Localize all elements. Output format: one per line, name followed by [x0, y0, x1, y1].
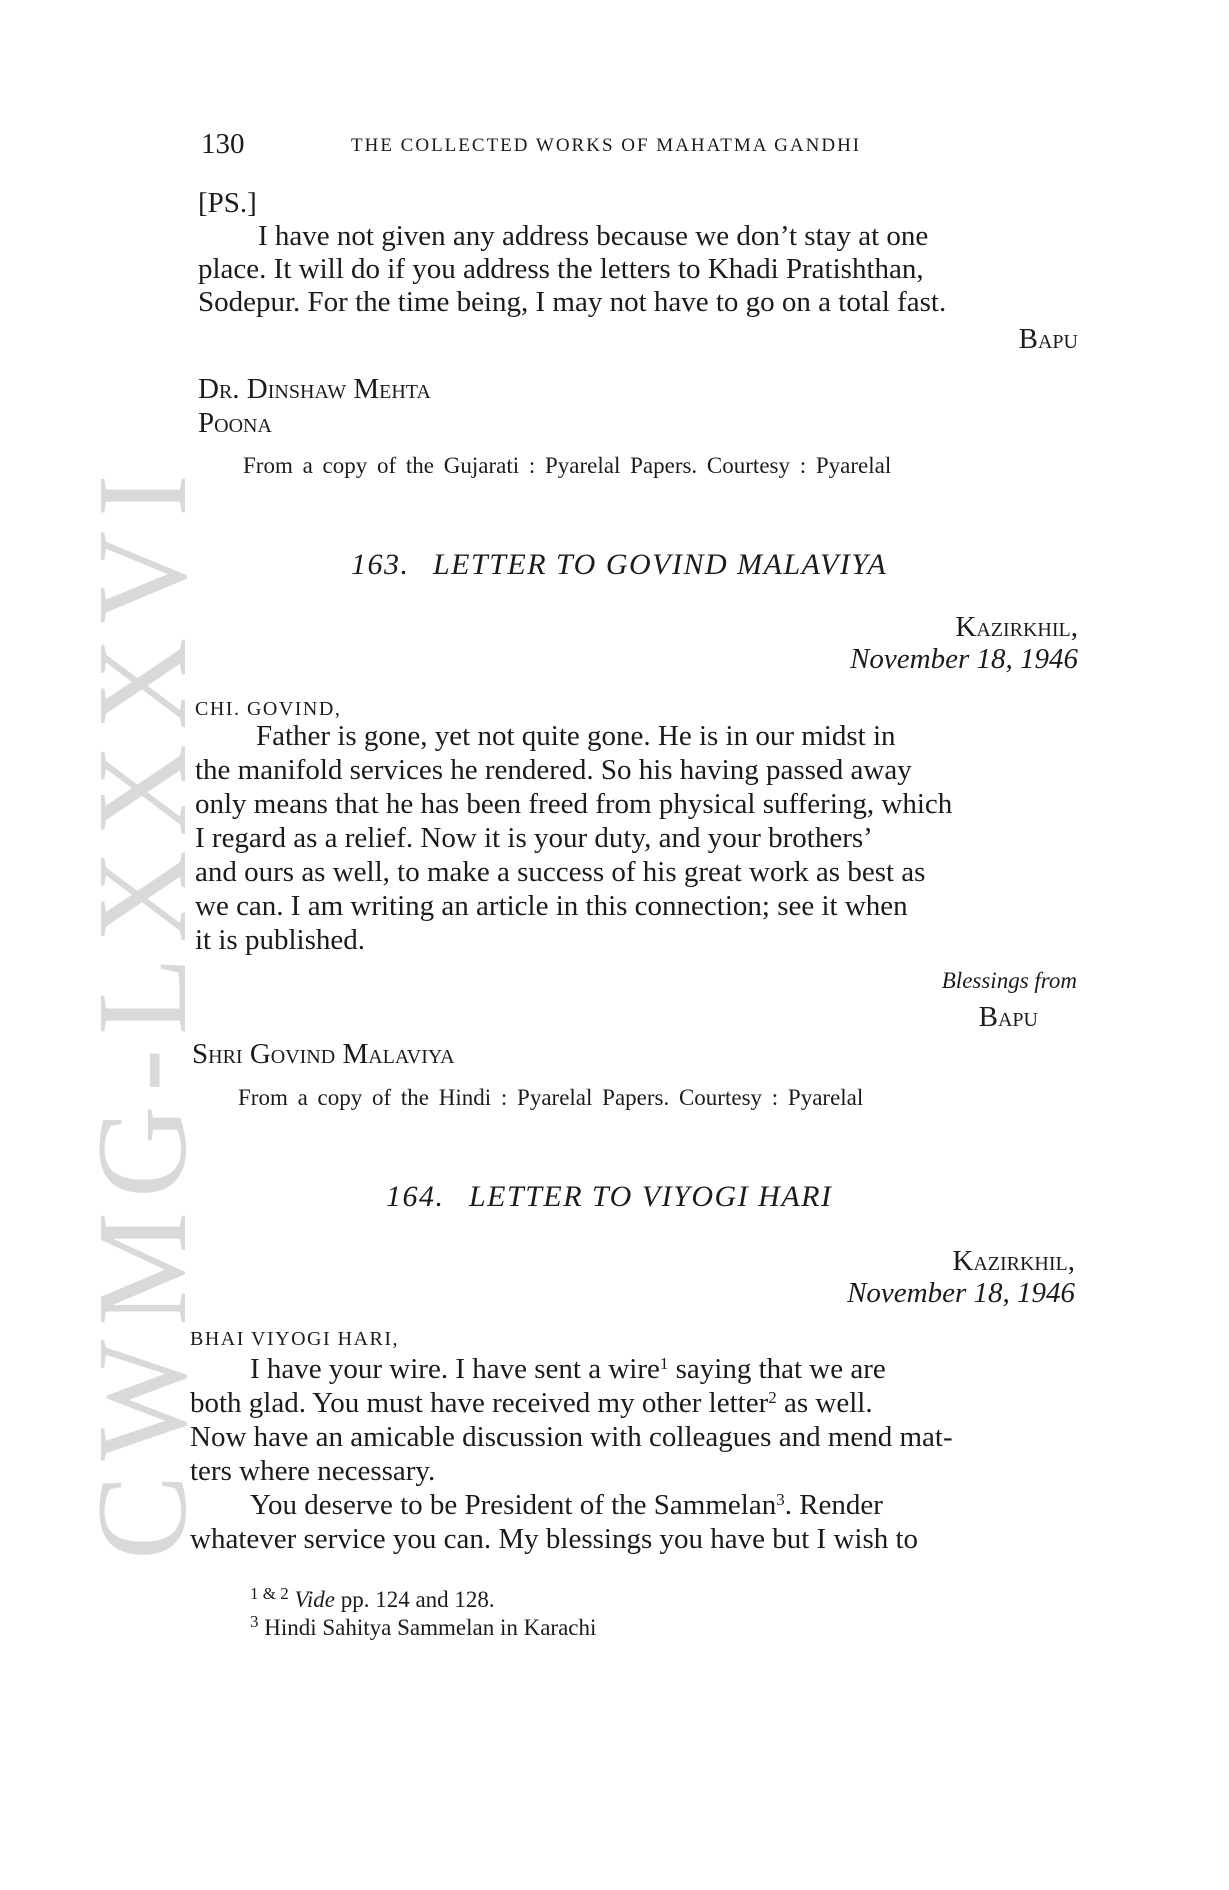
signature: Bapu [978, 1001, 1038, 1033]
letter-place: Kazirkhil, [955, 611, 1078, 643]
footnote-ref: 1 [659, 1354, 669, 1373]
letter-date: November 18, 1946 [850, 643, 1078, 675]
ps-text-line [258, 219, 1078, 253]
ps-text: Sodepur. For the time being, I may not have to go on a total fast. [198, 286, 947, 318]
body-text-part: . Render [784, 1489, 883, 1521]
letter-number: 163. [351, 548, 410, 581]
signature: Bapu [1018, 323, 1078, 355]
body-text: I regard as a relief. Now it is your duty, and your brothers’ [195, 822, 873, 854]
footnote-body: Hindi Sahitya Sammelan in Karachi [258, 1615, 597, 1640]
body-text [250, 1488, 883, 1522]
body-text: whatever service you can. My blessings you have but I wish to [190, 1523, 919, 1555]
footnote-vide: Vide [294, 1587, 335, 1612]
salutation: CHI. GOVIND, [195, 698, 342, 720]
letter-date: November 18, 1946 [847, 1277, 1075, 1309]
addressee-name: Shri Govind Malaviya [192, 1038, 455, 1070]
body-text: only means that he has been freed from physical suffering, which [195, 788, 953, 820]
running-title [351, 134, 861, 157]
footnote-mark: 3 [250, 1612, 259, 1631]
footnote-text [250, 1605, 596, 1645]
body-text-part: I have your wire. I have sent a wire [250, 1353, 660, 1385]
letter-title: LETTER TO VIYOGI HARI [469, 1180, 833, 1213]
running-title-text: THE COLLECTED WORKS OF MAHATMA GANDHI [351, 135, 862, 156]
salutation: BHAI VIYOGI HARI, [190, 1328, 400, 1350]
body-text: Father is gone, yet not quite gone. He is in our midst in [256, 720, 896, 752]
ps-label: [PS.] [198, 187, 257, 219]
body-text-part: You deserve to be President of the Sammelan [250, 1489, 777, 1521]
body-text: we can. I am writing an article in this connection; see it when [195, 890, 908, 922]
body-text [250, 1352, 886, 1386]
letter-number: 164. [386, 1180, 445, 1213]
letter-title: LETTER TO GOVIND MALAVIYA [433, 548, 888, 581]
body-text: Now have an amicable discussion with colleagues and mend mat- [190, 1421, 953, 1453]
source-note: From a copy of the Hindi : Pyarelal Papers. Courtesy : Pyarelal [238, 1085, 864, 1110]
footnote-ref: 2 [768, 1388, 777, 1407]
body-text: it is published. [195, 924, 365, 956]
body-text-part: saying that we are [668, 1353, 886, 1385]
body-text-part: as well. [776, 1387, 873, 1419]
body-text: and ours as well, to make a success of his great work as best as [195, 856, 926, 888]
page-number: 130 [201, 128, 245, 160]
ps-text: I have not given any address because we don’t stay at one [258, 220, 929, 252]
body-text-part: both glad. You must have received my other letter [190, 1387, 769, 1419]
watermark: CWMG-LXXXVI [71, 460, 213, 1560]
body-text [190, 1386, 873, 1420]
addressee-name: Dr. Dinshaw Mehta [198, 373, 431, 405]
source-note: From a copy of the Gujarati : Pyarelal Papers. Courtesy : Pyarelal [243, 453, 892, 478]
footnote-ref: 3 [776, 1490, 785, 1509]
body-text: ters where necessary. [190, 1455, 436, 1487]
footnote-marks: 1 & 2 [250, 1584, 289, 1603]
letter-place: Kazirkhil, [952, 1245, 1075, 1277]
ps-text: place. It will do if you address the letters to Khadi Pratishthan, [198, 253, 924, 285]
closing: Blessings from [941, 968, 1077, 993]
footnote-body: pp. 124 and 128. [334, 1587, 495, 1612]
addressee-place: Poona [198, 407, 272, 439]
body-text: the manifold services he rendered. So his having passed away [195, 754, 912, 786]
